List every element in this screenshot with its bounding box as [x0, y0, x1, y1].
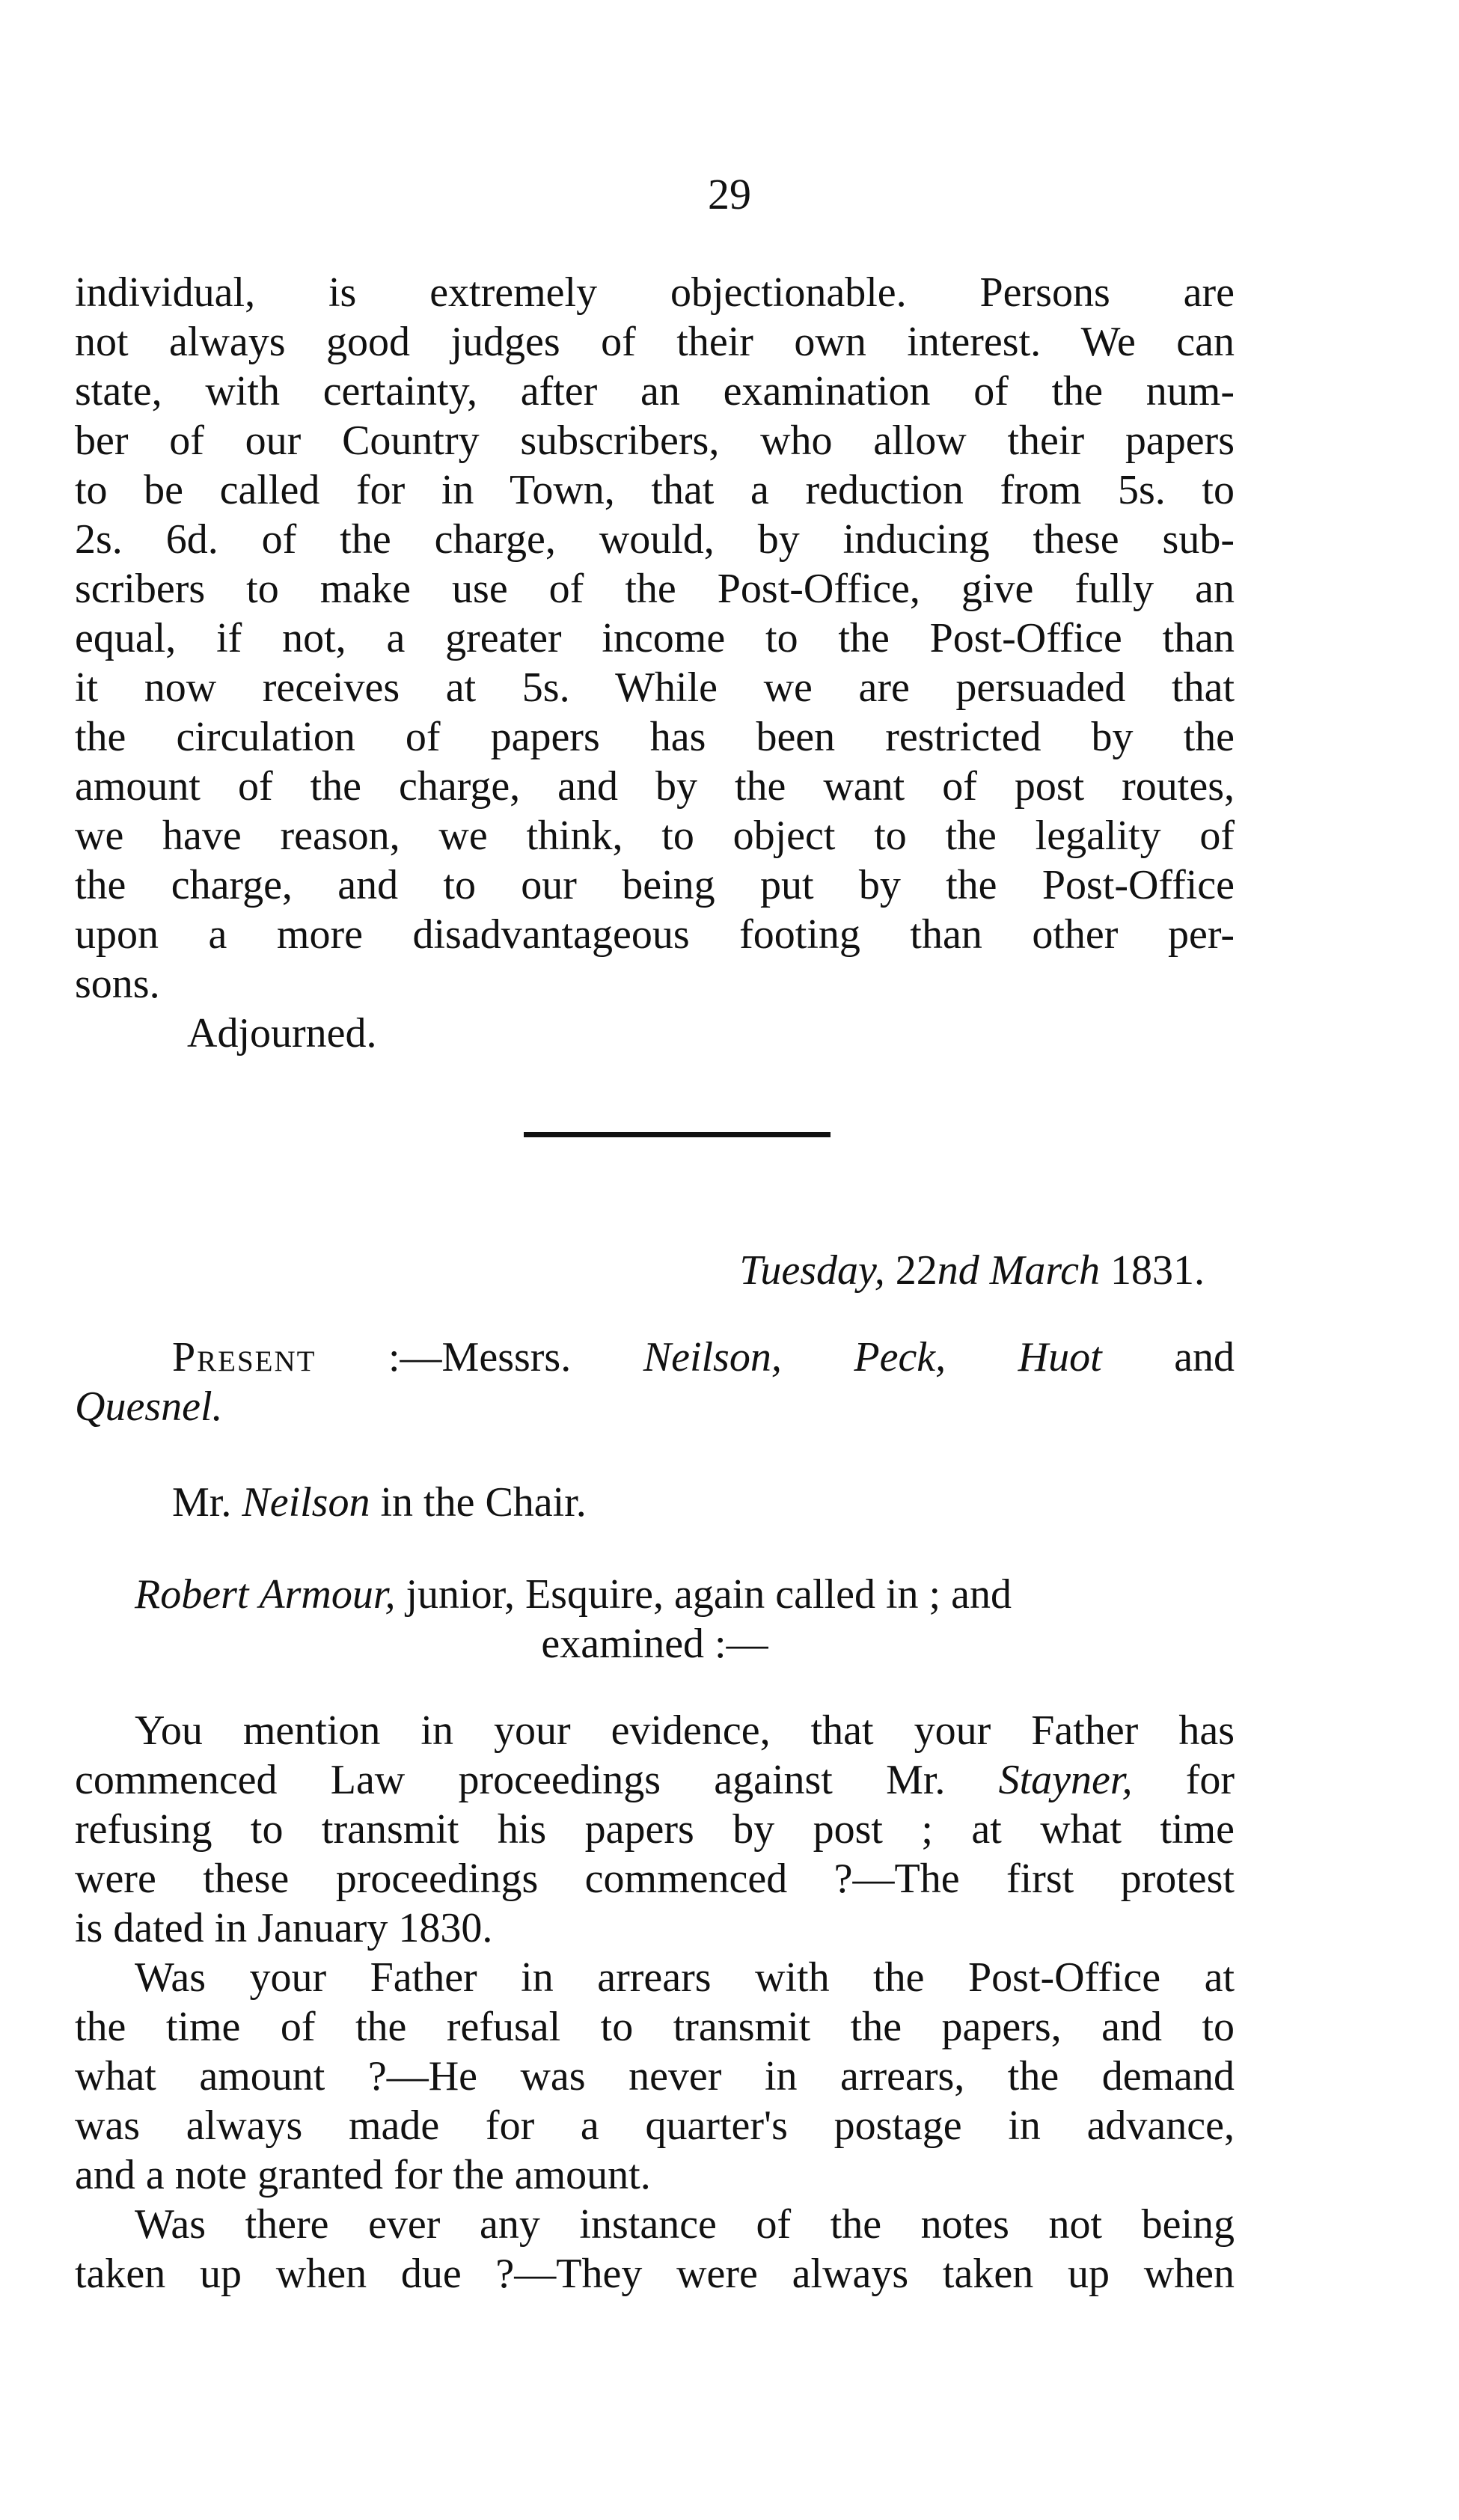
text-line: upon a more disadvantageous footing than other per-: [75, 911, 1235, 958]
text-line: the circulation of papers has been restricted by the: [75, 714, 1235, 760]
session-date: [75, 1246, 1235, 1295]
text-line: commenced Law proceedings against Mr. Stayner, for: [75, 1757, 1235, 1803]
present-separator: :—Messrs.: [316, 1334, 643, 1380]
date-ordinal: nd: [937, 1247, 979, 1294]
present-label: Present: [172, 1334, 316, 1380]
text-line: equal, if not, a greater income to the Post-Office than: [75, 615, 1235, 661]
witness-text: junior, Esquire, again called in ; and: [395, 1571, 1012, 1618]
text-line: Was your Father in arrears with the Post-Office at: [135, 1954, 1235, 2001]
text-line: were these proceedings commenced ?—The first protest: [75, 1856, 1235, 1902]
date-number: 22: [895, 1247, 938, 1294]
text-line: Was there ever any instance of the notes not being: [135, 2201, 1235, 2248]
member-name: Quesnel.: [75, 1383, 223, 1430]
text-line: the time of the refusal to transmit the papers, and to: [75, 2004, 1235, 2050]
text-line: sons.: [75, 961, 160, 1007]
text-line: ber of our Country subscribers, who allow their papers: [75, 418, 1235, 464]
text-line: state, with certainty, after an examination of the num-: [75, 368, 1235, 415]
question-answer: [75, 1953, 1235, 2200]
member-name: Neilson,: [643, 1334, 782, 1380]
text-line: scribers to make use of the Post-Office, give fully an: [75, 566, 1235, 612]
present-members: [75, 1333, 1235, 1431]
date-day: Tuesday,: [739, 1247, 885, 1294]
adjourned-note: Adjourned.: [187, 1010, 377, 1056]
witness-text: examined :—: [541, 1621, 768, 1667]
question-answer: [75, 2200, 1235, 2299]
text-line: what amount ?—He was never in arrears, the demand: [75, 2053, 1235, 2100]
chair-line: [75, 1478, 1235, 1527]
witness-name: Armour,: [259, 1571, 396, 1618]
section-divider: [524, 1132, 831, 1137]
text-line: it now receives at 5s. While we are persuaded that: [75, 664, 1235, 711]
paragraph-continuation: [75, 268, 1235, 1058]
witness-name: Robert: [135, 1571, 249, 1618]
text-line: 2s. 6d. of the charge, would, by inducing these sub-: [75, 516, 1235, 563]
text-line: amount of the charge, and by the want of post routes,: [75, 763, 1235, 810]
text-line: not always good judges of their own interest. We can: [75, 319, 1235, 365]
person-name: Stayner,: [998, 1757, 1133, 1803]
text-line: refusing to transmit his papers by post ; at what time: [75, 1806, 1235, 1853]
text-line: and a note granted for the amount.: [75, 2152, 651, 2198]
chair-prefix: Mr.: [172, 1479, 242, 1526]
text-line: is dated in January 1830.: [75, 1905, 493, 1951]
date-month: March: [989, 1247, 1100, 1294]
conjunction: and: [1174, 1334, 1235, 1380]
text-line: was always made for a quarter's postage in advance,: [75, 2102, 1235, 2149]
text-line: the charge, and to our being put by the Post-Office: [75, 862, 1235, 908]
question-answer: [75, 1706, 1235, 1953]
text-line: individual, is extremely objectionable. Persons are: [75, 269, 1235, 316]
text-line: You mention in your evidence, that your Father has: [135, 1707, 1235, 1754]
date-year: 1831.: [1110, 1247, 1205, 1294]
page-number: 29: [708, 170, 751, 218]
text-line: taken up when due ?—They were always taken up when: [75, 2251, 1235, 2297]
member-name: Huot: [1018, 1334, 1102, 1380]
chair-suffix: in the Chair.: [370, 1479, 587, 1526]
witness-intro: [75, 1570, 1235, 1669]
chair-name: Neilson: [242, 1479, 370, 1526]
text-line: to be called for in Town, that a reduction from 5s. to: [75, 467, 1235, 513]
text-line: we have reason, we think, to object to the legality of: [75, 813, 1235, 859]
member-name: Peck,: [854, 1334, 946, 1380]
